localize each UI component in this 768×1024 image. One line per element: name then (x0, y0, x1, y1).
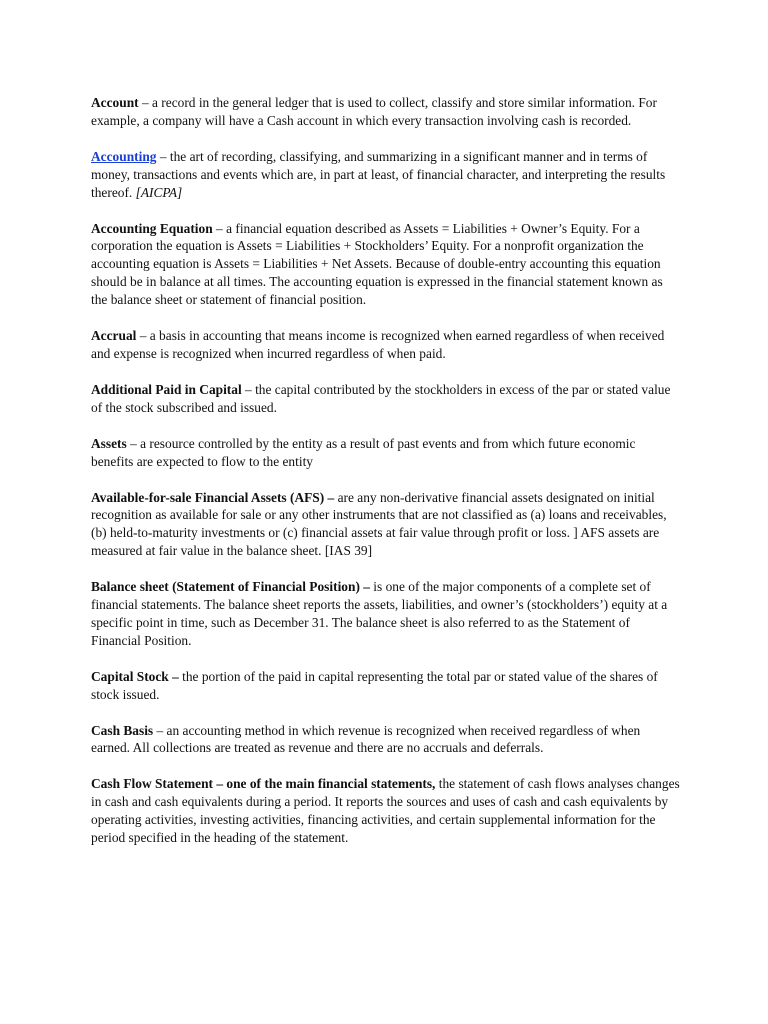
glossary-page (91, 94, 681, 865)
definition-cash-basis: – an accounting method in which revenue is recognized when received regardless of when earned. All collections are treated as revenue and there are no accruals and deferrals. (91, 722, 641, 756)
definition-accrual: – a basis in accounting that means income is recognized when earned regardless of when received and expense is recognized when incurred regardless of when paid. (91, 328, 665, 361)
definition-capital-stock: the portion of the paid in capital representing the total par or stated value of the shares of stock issued. (91, 668, 658, 702)
term-account: Account (91, 95, 139, 110)
glossary-entry-cash-basis (91, 722, 681, 758)
glossary-entry-afs (91, 489, 681, 561)
glossary-entry-additional-paid-in-capital (91, 381, 681, 417)
definition-additional-paid-in-capital: – the capital contributed by the stockholders in excess of the par or stated value of the stock subscribed and issued. (91, 381, 671, 415)
definition-afs: are any non-derivative financial assets designated on initial recognition as available for sale or any other instruments that are not classified as (a) loans and receivables, (b) held-to-maturity investments or (c) financial assets at fair value through profit or loss. ] AFS assets are measured at fair value in the balance sheet. [IAS 39] (91, 489, 667, 559)
term-assets: Assets (91, 435, 127, 451)
definition-accounting-equation: – a financial equation described as Assets = Liabilities + Owner’s Equity. For a corporation the equation is Assets = Liabilities + Stockholders’ Equity. For a nonprofit organization the accounting equation is Assets = Liabilities + Net Assets. Because of double-entry accounting this equation should be in balance at all times. The accounting equation is expressed in the financial statement known as the balance sheet or statement of financial position. (91, 220, 663, 308)
term-cash-basis: Cash Basis (91, 722, 154, 738)
term-accounting-link[interactable]: Accounting (91, 148, 157, 164)
glossary-entry-accounting (91, 148, 681, 202)
glossary-entry-account (91, 94, 681, 130)
glossary-entry-assets (91, 435, 681, 471)
glossary-entry-accrual (91, 327, 681, 363)
term-accounting-equation: Accounting Equation (91, 220, 213, 236)
definition-cash-flow-statement: the statement of cash flows analyses changes in cash and cash equivalents during a period. It reports the sources and uses of cash and cash equivalents by operating activities, investing activities, financing activities, and certain supplemental information for the period specified in the heading of the statement. (91, 776, 680, 846)
definition-account: – a record in the general ledger that is used to collect, classify and store similar information. For example, a company will have a Cash account in which every transaction involving cash is recorded. (91, 95, 657, 128)
glossary-entry-capital-stock (91, 668, 681, 704)
definition-accounting: – the art of recording, classifying, and summarizing in a significant manner and in terms of money, transactions and events which are, in part at least, of financial character, and interpreting the results thereof. (91, 148, 666, 200)
definition-assets: – a resource controlled by the entity as a result of past events and from which future economic benefits are expected to flow to the entity (91, 435, 636, 469)
term-capital-stock: Capital Stock – (91, 668, 179, 684)
definition-balance-sheet: is one of the major components of a complete set of financial statements. The balance sheet reports the assets, liabilities, and owner’s (stockholders’) equity at a specific point in time, such as December 31. The balance sheet is also referred to as the Statement of Financial Position. (91, 579, 668, 648)
term-additional-paid-in-capital: Additional Paid in Capital (91, 381, 242, 397)
term-accrual: Accrual (91, 328, 137, 344)
glossary-entry-accounting-equation (91, 220, 681, 310)
citation-aicpa: [AICPA] (135, 184, 183, 200)
term-afs: Available-for-sale Financial Assets (AFS) – (91, 489, 335, 505)
term-cash-flow-statement: Cash Flow Statement – one of the main financial statements, (91, 776, 436, 792)
glossary-entry-cash-flow-statement (91, 775, 681, 847)
glossary-entry-balance-sheet (91, 578, 681, 650)
term-balance-sheet: Balance sheet (Statement of Financial Position) – (91, 579, 370, 595)
